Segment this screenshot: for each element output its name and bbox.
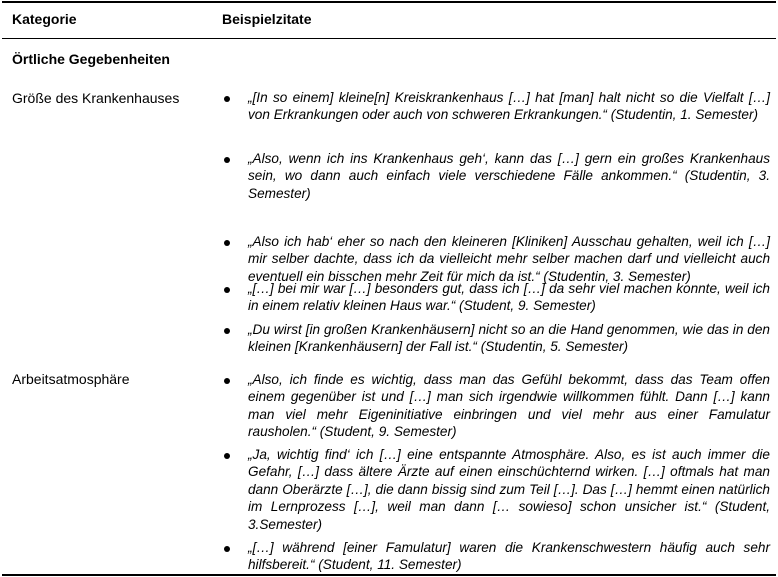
- bullet-icon: [224, 157, 230, 163]
- bullet-icon: [224, 287, 230, 293]
- bullet-icon: [224, 378, 230, 384]
- quote-item: „[…] bei mir war […] besonders gut, dass ich […] da sehr viel machen konnte, weil ich in einem relativ kleinen Haus war.“ (Student, 9. Semester): [248, 281, 770, 314]
- bullet-icon: [224, 328, 230, 334]
- bullet-icon: [224, 453, 230, 459]
- category-label: Größe des Krankenhauses: [12, 90, 180, 106]
- quote-item: „[…] während [einer Famulatur] waren die Krankenschwestern häufig auch sehr hilfsbereit.“ (Student, 11. Semester): [248, 540, 770, 573]
- quote-item: „[In so einem] kleine[n] Kreiskrankenhaus […] hat [man] halt nicht so die Vielfalt […] von Erkrankungen oder auch von schweren Erkrankungen.“ (Studentin, 1. Semester): [248, 90, 770, 123]
- bullet-icon: [224, 546, 230, 552]
- category-label: Arbeitsatmosphäre: [12, 371, 130, 387]
- header-rule: [2, 38, 776, 39]
- bullet-icon: [224, 96, 230, 102]
- quote-item: „Ja, wichtig find‘ ich […] eine entspannte Atmosphäre. Also, es ist auch immer die Gefahr, […] dass ältere Ärzte auf einen einschüchternd wirken. […] oftmals hat man dann Oberärzte […], die dann bissig sind zum Teil […]. Das […] hemmt einen natürlich im Lernprozess […], weil man dann [… sowieso] schon unsicher ist.“ (Student, 3.Semester): [248, 447, 770, 532]
- section-title: Örtliche Gegebenheiten: [12, 51, 170, 67]
- top-rule: [2, 1, 776, 3]
- header-category: Kategorie: [12, 11, 77, 27]
- quote-item: „Also ich hab‘ eher so nach den kleineren [Kliniken] Ausschau gehalten, weil ich […] mir selber dachte, dass ich da vielleicht mehr selber machen darf und vielleicht auch eventuell ein bisschen mehr Zeit für mich da ist.“ (Studentin, 3. Semester): [248, 234, 770, 284]
- header-examples: Beispielzitate: [222, 11, 312, 27]
- bottom-rule: [2, 574, 776, 576]
- quote-item: „Also, wenn ich ins Krankenhaus geh‘, kann das […] gern ein großes Krankenhaus sein, wo dann auch einfach viele verschiedene Fälle ankommen.“ (Studentin, 3. Semester): [248, 151, 770, 201]
- bullet-icon: [224, 240, 230, 246]
- quote-item: „Also, ich finde es wichtig, dass man das Gefühl bekommt, dass das Team offen einem gegenüber ist und […] man sich irgendwie willkommen fühlt. Dann […] kann man viel mehr Eigeninitiative einbringen und viel mehr aus einer Famulatur rausholen.“ (Student, 9. Semester): [248, 372, 770, 440]
- quote-item: „Du wirst [in großen Krankenhäusern] nicht so an die Hand genommen, wie das in den kleinen [Krankenhäusern] der Fall ist.“ (Studentin, 5. Semester): [248, 322, 770, 355]
